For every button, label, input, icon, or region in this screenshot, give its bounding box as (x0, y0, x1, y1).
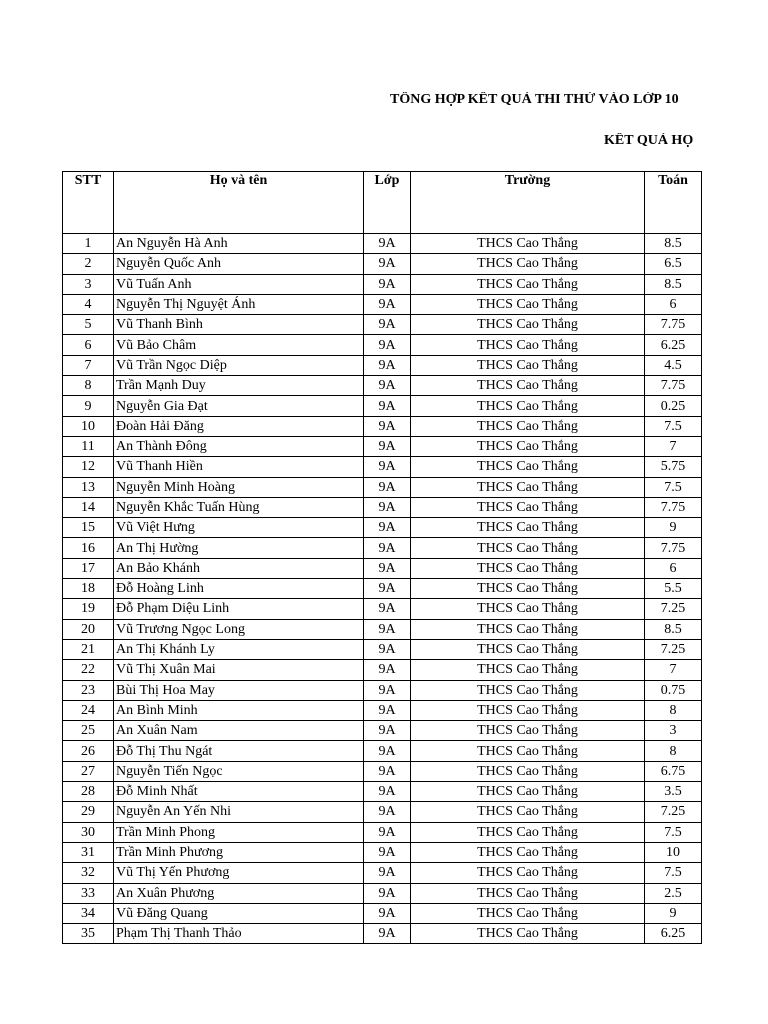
cell-class: 9A (364, 274, 411, 294)
cell-full-name: Nguyễn Minh Hoàng (114, 477, 364, 497)
table-row (63, 721, 702, 741)
table-row (63, 700, 702, 720)
cell-school: THCS Cao Thắng (411, 355, 645, 375)
cell-class: 9A (364, 416, 411, 436)
cell-math-score: 7.25 (645, 599, 702, 619)
cell-math-score: 6.75 (645, 761, 702, 781)
cell-class: 9A (364, 680, 411, 700)
cell-full-name: Vũ Thanh Hiền (114, 457, 364, 477)
table-row (63, 842, 702, 862)
table-row (63, 579, 702, 599)
cell-class: 9A (364, 376, 411, 396)
cell-school: THCS Cao Thắng (411, 599, 645, 619)
cell-full-name: Trần Minh Phong (114, 822, 364, 842)
cell-class: 9A (364, 599, 411, 619)
cell-stt: 13 (63, 477, 114, 497)
cell-class: 9A (364, 782, 411, 802)
cell-stt: 9 (63, 396, 114, 416)
cell-stt: 6 (63, 335, 114, 355)
cell-stt: 34 (63, 903, 114, 923)
document-title: TỔNG HỢP KẾT QUẢ THI THỬ VÀO LỚP 10 (390, 92, 679, 107)
header-stt: STT (63, 172, 114, 234)
cell-school: THCS Cao Thắng (411, 538, 645, 558)
cell-school: THCS Cao Thắng (411, 639, 645, 659)
cell-math-score: 2.5 (645, 883, 702, 903)
cell-stt: 27 (63, 761, 114, 781)
cell-full-name: Vũ Trương Ngọc Long (114, 619, 364, 639)
cell-class: 9A (364, 315, 411, 335)
cell-stt: 16 (63, 538, 114, 558)
cell-class: 9A (364, 477, 411, 497)
header-math: Toán (645, 172, 702, 234)
cell-class: 9A (364, 254, 411, 274)
table-row (63, 741, 702, 761)
table-row (63, 294, 702, 314)
cell-stt: 21 (63, 639, 114, 659)
cell-school: THCS Cao Thắng (411, 660, 645, 680)
cell-math-score: 8.5 (645, 274, 702, 294)
cell-stt: 15 (63, 518, 114, 538)
cell-math-score: 7.5 (645, 863, 702, 883)
table-row (63, 782, 702, 802)
cell-class: 9A (364, 924, 411, 944)
cell-full-name: An Bình Minh (114, 700, 364, 720)
cell-full-name: An Bảo Khánh (114, 558, 364, 578)
table-row (63, 558, 702, 578)
table-row (63, 355, 702, 375)
cell-class: 9A (364, 234, 411, 254)
cell-full-name: Vũ Thanh Bình (114, 315, 364, 335)
cell-school: THCS Cao Thắng (411, 376, 645, 396)
cell-stt: 20 (63, 619, 114, 639)
cell-stt: 22 (63, 660, 114, 680)
cell-school: THCS Cao Thắng (411, 274, 645, 294)
table-row (63, 761, 702, 781)
cell-math-score: 8.5 (645, 234, 702, 254)
cell-full-name: Đỗ Thị Thu Ngát (114, 741, 364, 761)
table-row (63, 396, 702, 416)
cell-math-score: 7 (645, 660, 702, 680)
table-row (63, 802, 702, 822)
cell-school: THCS Cao Thắng (411, 741, 645, 761)
cell-stt: 25 (63, 721, 114, 741)
cell-school: THCS Cao Thắng (411, 436, 645, 456)
cell-math-score: 10 (645, 842, 702, 862)
cell-full-name: Nguyễn Khắc Tuấn Hùng (114, 497, 364, 517)
cell-school: THCS Cao Thắng (411, 477, 645, 497)
cell-full-name: Vũ Việt Hưng (114, 518, 364, 538)
cell-class: 9A (364, 639, 411, 659)
cell-stt: 33 (63, 883, 114, 903)
cell-class: 9A (364, 863, 411, 883)
cell-stt: 19 (63, 599, 114, 619)
cell-full-name: Nguyễn Thị Nguyệt Ánh (114, 294, 364, 314)
table-row (63, 477, 702, 497)
cell-math-score: 7.25 (645, 639, 702, 659)
cell-math-score: 8.5 (645, 619, 702, 639)
cell-class: 9A (364, 294, 411, 314)
cell-full-name: Vũ Trần Ngọc Diệp (114, 355, 364, 375)
cell-full-name: Bùi Thị Hoa May (114, 680, 364, 700)
table-row (63, 457, 702, 477)
table-row (63, 660, 702, 680)
cell-school: THCS Cao Thắng (411, 558, 645, 578)
cell-full-name: Đỗ Hoàng Linh (114, 579, 364, 599)
cell-school: THCS Cao Thắng (411, 924, 645, 944)
table-row (63, 903, 702, 923)
cell-school: THCS Cao Thắng (411, 416, 645, 436)
cell-class: 9A (364, 436, 411, 456)
cell-stt: 18 (63, 579, 114, 599)
cell-stt: 1 (63, 234, 114, 254)
cell-full-name: An Thành Đông (114, 436, 364, 456)
cell-school: THCS Cao Thắng (411, 680, 645, 700)
cell-class: 9A (364, 802, 411, 822)
cell-class: 9A (364, 355, 411, 375)
table-row (63, 497, 702, 517)
cell-class: 9A (364, 457, 411, 477)
cell-full-name: An Thị Khánh Ly (114, 639, 364, 659)
cell-class: 9A (364, 761, 411, 781)
cell-stt: 2 (63, 254, 114, 274)
cell-stt: 14 (63, 497, 114, 517)
cell-math-score: 6.5 (645, 254, 702, 274)
table-row (63, 619, 702, 639)
cell-math-score: 7.5 (645, 477, 702, 497)
table-row (63, 863, 702, 883)
cell-stt: 8 (63, 376, 114, 396)
cell-school: THCS Cao Thắng (411, 822, 645, 842)
table-row (63, 416, 702, 436)
table-row (63, 254, 702, 274)
cell-class: 9A (364, 538, 411, 558)
table-row (63, 274, 702, 294)
cell-math-score: 6 (645, 558, 702, 578)
table-header-row (63, 172, 702, 234)
table-row (63, 315, 702, 335)
cell-stt: 28 (63, 782, 114, 802)
cell-math-score: 3 (645, 721, 702, 741)
cell-class: 9A (364, 700, 411, 720)
cell-full-name: Vũ Thị Yến Phương (114, 863, 364, 883)
cell-class: 9A (364, 619, 411, 639)
document-subtitle: KẾT QUẢ HỌ (604, 133, 694, 148)
cell-class: 9A (364, 741, 411, 761)
cell-school: THCS Cao Thắng (411, 619, 645, 639)
cell-class: 9A (364, 335, 411, 355)
cell-full-name: Phạm Thị Thanh Thảo (114, 924, 364, 944)
cell-math-score: 5.75 (645, 457, 702, 477)
cell-school: THCS Cao Thắng (411, 335, 645, 355)
cell-stt: 29 (63, 802, 114, 822)
cell-school: THCS Cao Thắng (411, 234, 645, 254)
table-row (63, 883, 702, 903)
cell-stt: 30 (63, 822, 114, 842)
cell-school: THCS Cao Thắng (411, 863, 645, 883)
cell-school: THCS Cao Thắng (411, 903, 645, 923)
cell-full-name: Nguyễn Tiến Ngọc (114, 761, 364, 781)
cell-class: 9A (364, 396, 411, 416)
cell-math-score: 7.75 (645, 538, 702, 558)
cell-math-score: 7 (645, 436, 702, 456)
cell-full-name: Đoàn Hải Đăng (114, 416, 364, 436)
cell-school: THCS Cao Thắng (411, 721, 645, 741)
cell-class: 9A (364, 842, 411, 862)
cell-school: THCS Cao Thắng (411, 457, 645, 477)
cell-math-score: 3.5 (645, 782, 702, 802)
cell-math-score: 7.75 (645, 376, 702, 396)
cell-math-score: 8 (645, 741, 702, 761)
table-row (63, 518, 702, 538)
cell-stt: 5 (63, 315, 114, 335)
cell-class: 9A (364, 822, 411, 842)
table-row (63, 234, 702, 254)
cell-full-name: Nguyễn An Yến Nhi (114, 802, 364, 822)
table-row (63, 680, 702, 700)
cell-school: THCS Cao Thắng (411, 579, 645, 599)
cell-stt: 31 (63, 842, 114, 862)
cell-class: 9A (364, 903, 411, 923)
cell-full-name: Vũ Đăng Quang (114, 903, 364, 923)
cell-stt: 24 (63, 700, 114, 720)
table-row (63, 822, 702, 842)
cell-math-score: 7.5 (645, 416, 702, 436)
cell-class: 9A (364, 883, 411, 903)
cell-stt: 7 (63, 355, 114, 375)
cell-stt: 35 (63, 924, 114, 944)
cell-stt: 32 (63, 863, 114, 883)
cell-stt: 3 (63, 274, 114, 294)
cell-math-score: 7.25 (645, 802, 702, 822)
header-school: Trường (411, 172, 645, 234)
results-table (62, 171, 702, 944)
cell-school: THCS Cao Thắng (411, 254, 645, 274)
cell-full-name: An Nguyễn Hà Anh (114, 234, 364, 254)
header-full-name: Họ và tên (114, 172, 364, 234)
cell-full-name: Nguyễn Gia Đạt (114, 396, 364, 416)
cell-math-score: 4.5 (645, 355, 702, 375)
cell-math-score: 7.5 (645, 822, 702, 842)
cell-school: THCS Cao Thắng (411, 761, 645, 781)
cell-stt: 10 (63, 416, 114, 436)
cell-class: 9A (364, 660, 411, 680)
cell-stt: 23 (63, 680, 114, 700)
table-row (63, 599, 702, 619)
cell-math-score: 7.75 (645, 315, 702, 335)
cell-math-score: 7.75 (645, 497, 702, 517)
cell-full-name: An Thị Hường (114, 538, 364, 558)
cell-full-name: Vũ Bảo Châm (114, 335, 364, 355)
table-row (63, 639, 702, 659)
cell-full-name: Vũ Tuấn Anh (114, 274, 364, 294)
cell-class: 9A (364, 558, 411, 578)
cell-math-score: 9 (645, 518, 702, 538)
cell-class: 9A (364, 579, 411, 599)
cell-school: THCS Cao Thắng (411, 294, 645, 314)
cell-school: THCS Cao Thắng (411, 315, 645, 335)
cell-full-name: Trần Mạnh Duy (114, 376, 364, 396)
cell-stt: 4 (63, 294, 114, 314)
cell-math-score: 0.75 (645, 680, 702, 700)
cell-full-name: Đỗ Minh Nhất (114, 782, 364, 802)
cell-class: 9A (364, 721, 411, 741)
cell-school: THCS Cao Thắng (411, 396, 645, 416)
table-body (63, 234, 702, 944)
cell-math-score: 0.25 (645, 396, 702, 416)
cell-school: THCS Cao Thắng (411, 782, 645, 802)
cell-math-score: 6 (645, 294, 702, 314)
cell-stt: 26 (63, 741, 114, 761)
cell-full-name: An Xuân Nam (114, 721, 364, 741)
cell-class: 9A (364, 518, 411, 538)
cell-full-name: Trần Minh Phương (114, 842, 364, 862)
cell-full-name: Vũ Thị Xuân Mai (114, 660, 364, 680)
cell-class: 9A (364, 497, 411, 517)
table-row (63, 376, 702, 396)
table-row (63, 538, 702, 558)
cell-math-score: 6.25 (645, 924, 702, 944)
cell-school: THCS Cao Thắng (411, 842, 645, 862)
table-row (63, 924, 702, 944)
cell-stt: 17 (63, 558, 114, 578)
cell-math-score: 9 (645, 903, 702, 923)
cell-school: THCS Cao Thắng (411, 883, 645, 903)
cell-stt: 11 (63, 436, 114, 456)
cell-school: THCS Cao Thắng (411, 497, 645, 517)
cell-full-name: Đỗ Phạm Diệu Linh (114, 599, 364, 619)
cell-stt: 12 (63, 457, 114, 477)
cell-full-name: Nguyễn Quốc Anh (114, 254, 364, 274)
cell-math-score: 8 (645, 700, 702, 720)
cell-school: THCS Cao Thắng (411, 802, 645, 822)
cell-full-name: An Xuân Phương (114, 883, 364, 903)
cell-school: THCS Cao Thắng (411, 518, 645, 538)
cell-math-score: 5.5 (645, 579, 702, 599)
cell-math-score: 6.25 (645, 335, 702, 355)
table-row (63, 436, 702, 456)
table-row (63, 335, 702, 355)
cell-school: THCS Cao Thắng (411, 700, 645, 720)
header-class: Lớp (364, 172, 411, 234)
